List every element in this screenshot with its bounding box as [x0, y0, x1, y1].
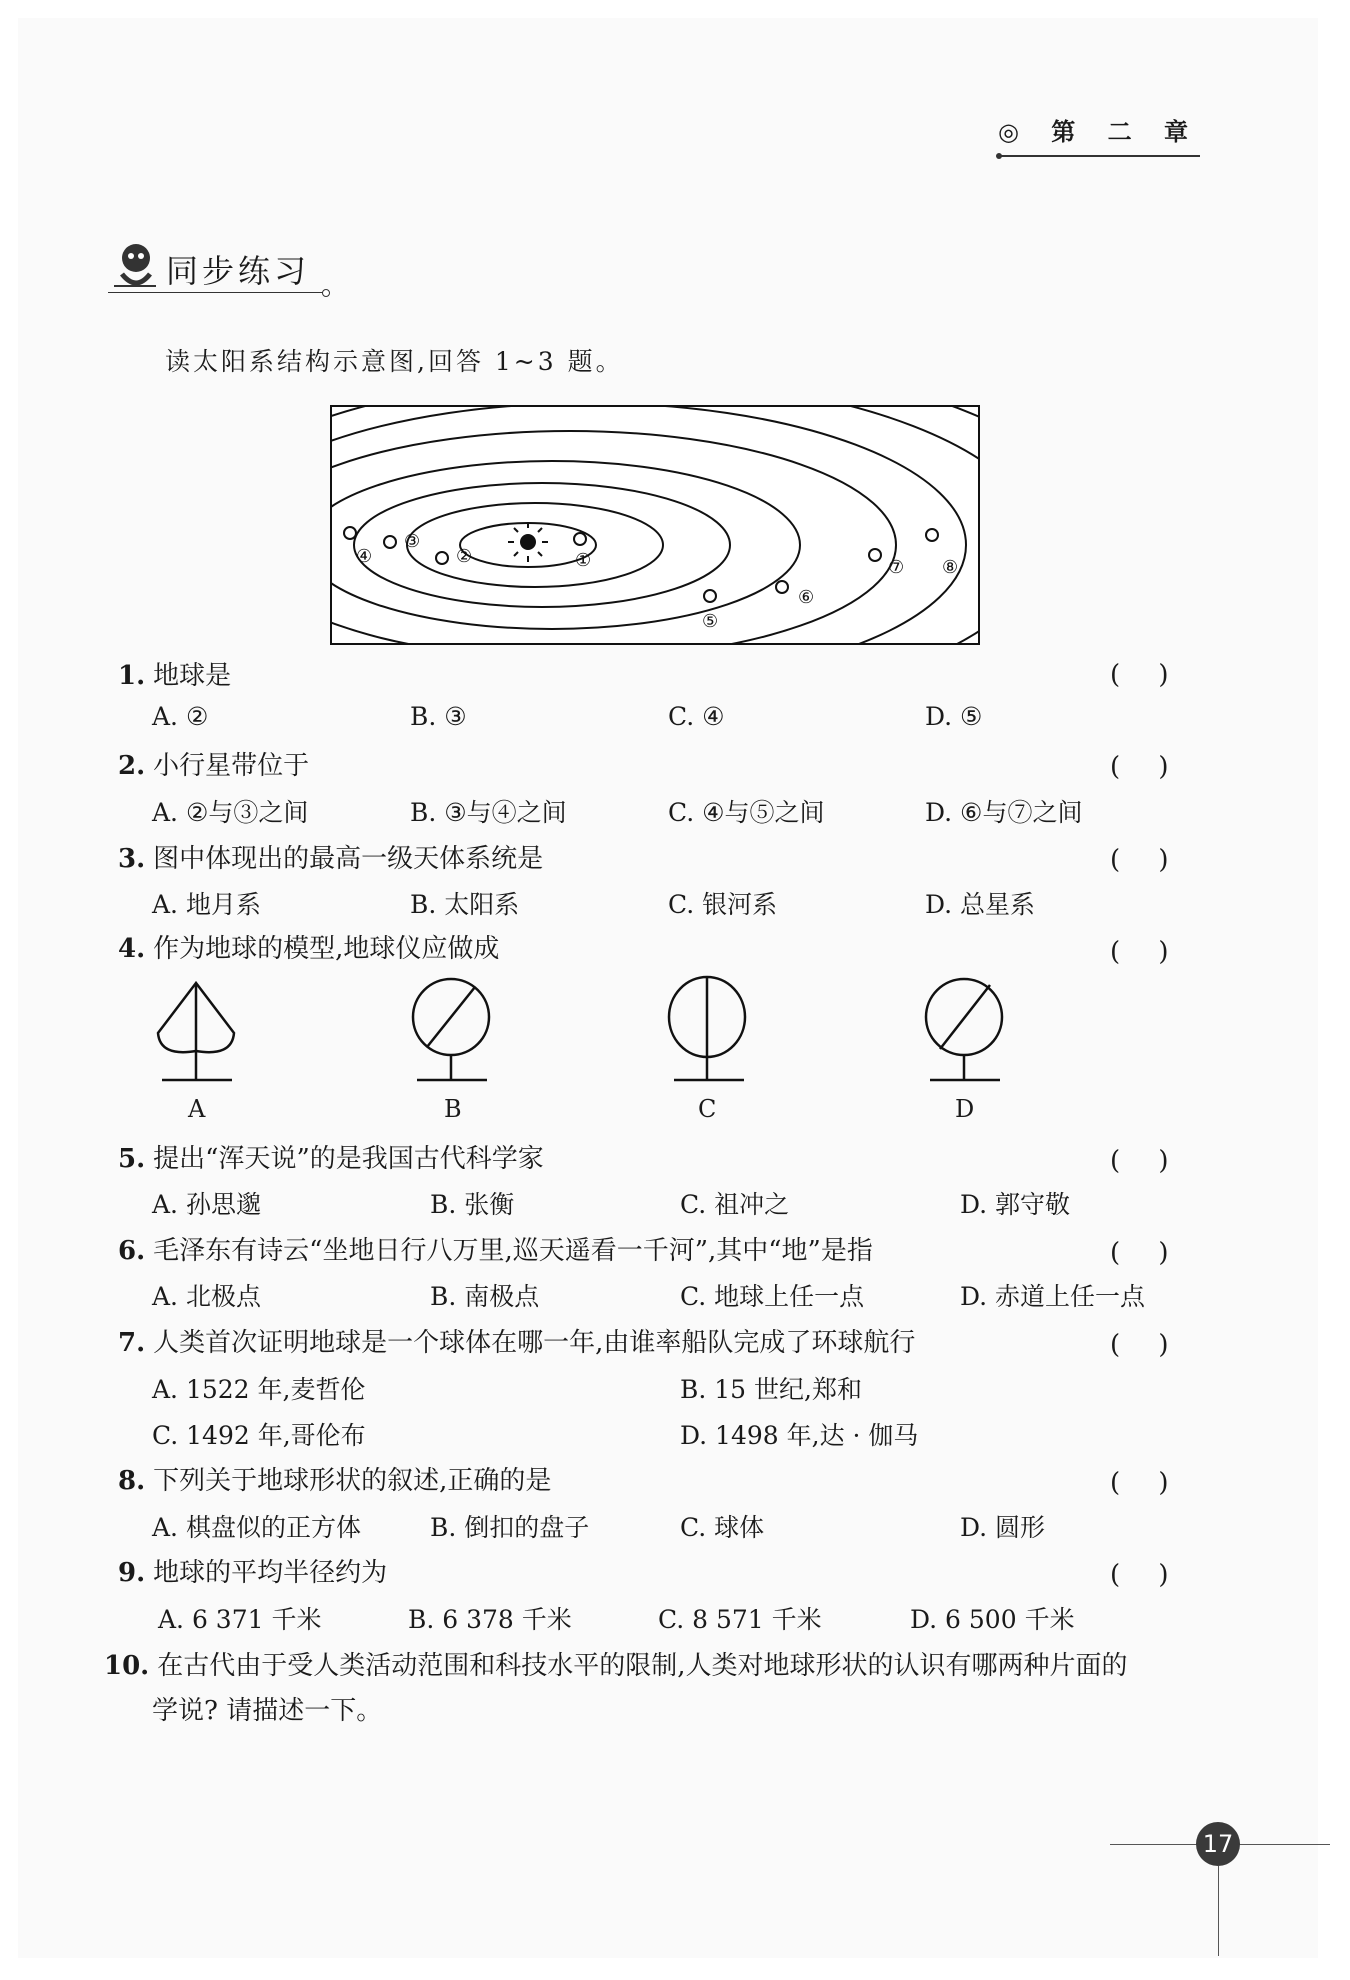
globe-label-a: A	[188, 1095, 206, 1123]
globe-option-a-figure[interactable]	[148, 975, 248, 1085]
label-5: ⑤	[702, 611, 719, 632]
answer-blank-4[interactable]: ( )	[1110, 937, 1169, 967]
q3-option-c[interactable]: C. 银河系	[668, 890, 778, 919]
label-1: ①	[575, 550, 592, 571]
section-title: 同步练习	[166, 252, 311, 290]
planet-4	[344, 527, 356, 539]
answer-blank-8[interactable]: ( )	[1110, 1468, 1169, 1498]
q2-option-c[interactable]: C. ④与⑤之间	[668, 798, 825, 827]
q6-option-a[interactable]: A. 北极点	[152, 1282, 261, 1311]
q5-option-d[interactable]: D. 郭守敬	[960, 1190, 1071, 1219]
q1-option-c[interactable]: C. ④	[668, 702, 725, 731]
answer-blank-7[interactable]: ( )	[1110, 1330, 1169, 1360]
planet-8	[926, 529, 938, 541]
question-5: 5. 提出“浑天说”的是我国古代科学家	[118, 1144, 544, 1174]
planet-1	[574, 533, 586, 545]
answer-blank-2[interactable]: ( )	[1110, 752, 1169, 782]
page-number-rule-vertical	[1218, 1866, 1219, 1956]
globe-option-c-figure[interactable]	[662, 975, 762, 1085]
section-rule	[108, 292, 323, 293]
planet-5	[704, 590, 716, 602]
q1-option-b[interactable]: B. ③	[410, 702, 467, 731]
label-8: ⑧	[942, 557, 959, 578]
globe-option-b-figure[interactable]	[405, 975, 505, 1085]
globe-label-b: B	[444, 1095, 462, 1123]
q9-option-c[interactable]: C. 8 571 千米	[658, 1605, 822, 1634]
question-3: 3. 图中体现出的最高一级天体系统是	[118, 844, 544, 874]
q6-option-b[interactable]: B. 南极点	[430, 1282, 540, 1311]
q8-option-a[interactable]: A. 棋盘似的正方体	[152, 1513, 361, 1542]
q7-option-a[interactable]: A. 1522 年,麦哲伦	[152, 1375, 366, 1404]
mascot-icon	[110, 240, 160, 292]
label-3: ③	[404, 531, 421, 552]
planet-2	[436, 552, 448, 564]
answer-blank-5[interactable]: ( )	[1110, 1146, 1169, 1176]
q9-option-d[interactable]: D. 6 500 千米	[910, 1605, 1075, 1634]
answer-blank-9[interactable]: ( )	[1110, 1560, 1169, 1590]
q5-option-c[interactable]: C. 祖冲之	[680, 1190, 790, 1219]
question-1: 1. 地球是	[118, 661, 232, 691]
sun-icon	[508, 522, 548, 562]
q6-option-c[interactable]: C. 地球上任一点	[680, 1282, 865, 1311]
question-2: 2. 小行星带位于	[118, 751, 310, 781]
header-rule	[1000, 155, 1200, 157]
label-7: ⑦	[888, 557, 905, 578]
q5-option-a[interactable]: A. 孙思邈	[152, 1190, 261, 1219]
q7-option-c[interactable]: C. 1492 年,哥伦布	[152, 1421, 366, 1450]
planet-3	[384, 536, 396, 548]
planet-7	[869, 549, 881, 561]
q7-option-d[interactable]: D. 1498 年,达 · 伽马	[680, 1421, 919, 1450]
q3-option-a[interactable]: A. 地月系	[152, 890, 261, 919]
question-7: 7. 人类首次证明地球是一个球体在哪一年,由谁率船队完成了环球航行	[118, 1328, 916, 1358]
q9-option-a[interactable]: A. 6 371 千米	[158, 1605, 322, 1634]
q3-option-d[interactable]: D. 总星系	[925, 890, 1036, 919]
question-10-continued: 学说? 请描述一下。	[152, 1696, 383, 1726]
globe-label-c: C	[698, 1095, 717, 1123]
answer-blank-3[interactable]: ( )	[1110, 845, 1169, 875]
label-2: ②	[456, 546, 473, 567]
q8-option-d[interactable]: D. 圆形	[960, 1513, 1046, 1542]
q5-option-b[interactable]: B. 张衡	[430, 1190, 515, 1219]
question-6: 6. 毛泽东有诗云“坐地日行八万里,巡天遥看一千河”,其中“地”是指	[118, 1236, 873, 1266]
label-4: ④	[356, 546, 373, 567]
globe-option-d-figure[interactable]	[918, 975, 1018, 1085]
solar-system-diagram	[330, 405, 980, 645]
question-9: 9. 地球的平均半径约为	[118, 1558, 388, 1588]
q2-option-d[interactable]: D. ⑥与⑦之间	[925, 798, 1083, 827]
chapter-header: ◎ 第 二 章	[997, 118, 1200, 146]
q6-option-d[interactable]: D. 赤道上任一点	[960, 1282, 1146, 1311]
label-6: ⑥	[798, 587, 815, 608]
q2-option-a[interactable]: A. ②与③之间	[152, 798, 309, 827]
q2-option-b[interactable]: B. ③与④之间	[410, 798, 567, 827]
q7-option-b[interactable]: B. 15 世纪,郑和	[680, 1375, 862, 1404]
q8-option-c[interactable]: C. 球体	[680, 1513, 765, 1542]
answer-blank-6[interactable]: ( )	[1110, 1238, 1169, 1268]
q1-option-a[interactable]: A. ②	[152, 702, 209, 731]
globe-label-d: D	[955, 1095, 975, 1123]
q9-option-b[interactable]: B. 6 378 千米	[408, 1605, 572, 1634]
page-number: 17	[1196, 1822, 1240, 1866]
question-4: 4. 作为地球的模型,地球仪应做成	[118, 934, 500, 964]
q1-option-d[interactable]: D. ⑤	[925, 702, 983, 731]
q8-option-b[interactable]: B. 倒扣的盘子	[430, 1513, 590, 1542]
question-10: 10. 在古代由于受人类活动范围和科技水平的限制,人类对地球形状的认识有哪两种片面的	[104, 1651, 1128, 1681]
question-8: 8. 下列关于地球形状的叙述,正确的是	[118, 1466, 552, 1496]
intro-text: 读太阳系结构示意图,回答 1~3 题。	[165, 347, 624, 376]
planet-6	[776, 581, 788, 593]
answer-blank-1[interactable]: ( )	[1110, 660, 1169, 690]
section-heading	[110, 240, 310, 292]
q3-option-b[interactable]: B. 太阳系	[410, 890, 520, 919]
